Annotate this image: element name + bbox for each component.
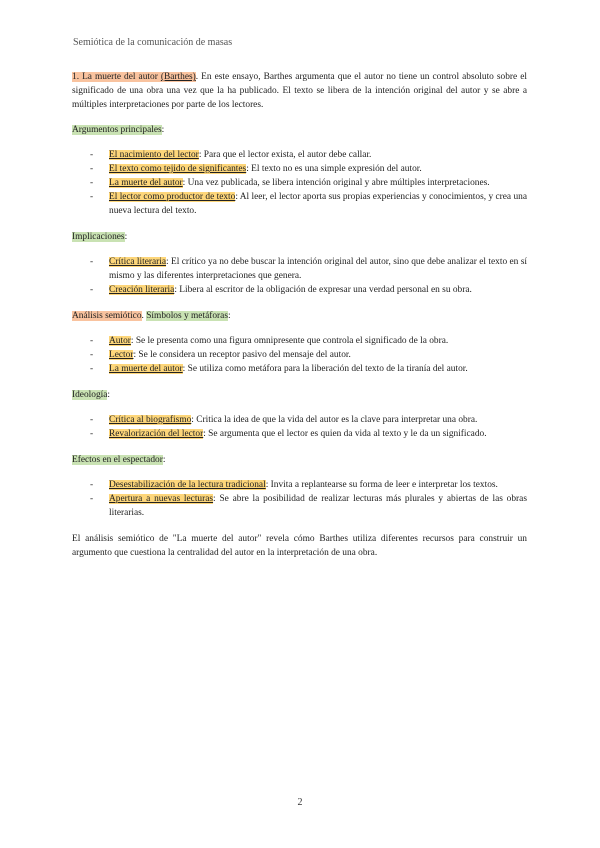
page-number: 2 <box>297 797 303 808</box>
section-implicaciones <box>72 230 527 297</box>
section-title: Ideología: <box>72 390 111 400</box>
list-item: - Apertura a nuevas lecturas: Se abre la posibilidad de realizar lecturas más plurales y abiertas de las obras literarias. <box>90 494 527 518</box>
bullet-list <box>72 148 527 218</box>
section-title: Implicaciones: <box>72 232 128 242</box>
section-argumentos <box>72 123 527 218</box>
bullet-list <box>72 255 527 297</box>
list-item: - Crítica literaria: El crítico ya no debe buscar la intención original del autor, sino que debe analizar el texto en sí mismo y las diferentes interpretaciones que genera. <box>90 257 527 281</box>
bullet-list <box>72 334 527 376</box>
list-item: - Revalorización del lector: Se argumenta que el lector es quien da vida al texto y le da un significado. <box>90 429 487 439</box>
list-item: - Desestabilización de la lectura tradicional: Invita a replantearse su forma de leer e interpretar los textos. <box>90 480 498 490</box>
list-item: - La muerte del autor: Una vez publicada, se libera intención original y abre múltiples interpretaciones. <box>90 178 490 188</box>
list-item: - Lector: Se le considera un receptor pasivo del mensaje del autor. <box>90 350 351 360</box>
bullet-list <box>72 478 527 520</box>
list-item: - El lector como productor de texto: Al leer, el lector aporta sus propias experiencias y conocimientos, y crea una nueva lectura del texto. <box>90 192 527 216</box>
bullet-list <box>72 413 527 441</box>
list-item: - El nacimiento del lector: Para que el lector exista, el autor debe callar. <box>90 150 372 160</box>
list-item: - El texto como tejido de significantes: El texto no es una simple expresión del autor. <box>90 164 422 174</box>
section-title: Argumentos principales: <box>72 125 165 135</box>
section-efectos <box>72 453 527 520</box>
section-ideologia <box>72 388 527 441</box>
list-item: - Autor: Se le presenta como una figura omnipresente que controla el significado de la obra. <box>90 336 449 346</box>
list-item: - Creación literaria: Libera al escritor de la obligación de expresar una verdad personal en su obra. <box>90 285 472 295</box>
intro-paragraph: 1. La muerte del autor (Barthes). En este ensayo, Barthes argumenta que el autor no tiene un control absoluto sobre el significado de una obra una vez que la ha publicado. El texto se libera de la intención original del autor y se abre a múltiples interpretaciones por parte de los lectores. <box>72 72 528 110</box>
closing-paragraph: El análisis semiótico de "La muerte del autor" revela cómo Barthes utiliza diferentes recursos para construir un argumento que cuestiona la centralidad del autor en la interpretación de una obra. <box>72 534 527 558</box>
section-title: Análisis semiótico. Símbolos y metáforas: <box>72 311 231 321</box>
intro-label: 1. La muerte del autor (Barthes) <box>72 72 196 82</box>
list-item: - La muerte del autor: Se utiliza como metáfora para la liberación del texto de la tiranía del autor. <box>90 364 468 374</box>
list-item: - Crítica al biografismo: Critica la idea de que la vida del autor es la clave para interpretar una obra. <box>90 415 478 425</box>
running-header: Semiótica de la comunicación de masas <box>73 37 233 48</box>
section-title: Efectos en el espectador: <box>72 455 166 465</box>
document-body <box>72 70 527 560</box>
section-analisis-semiotico <box>72 309 527 376</box>
